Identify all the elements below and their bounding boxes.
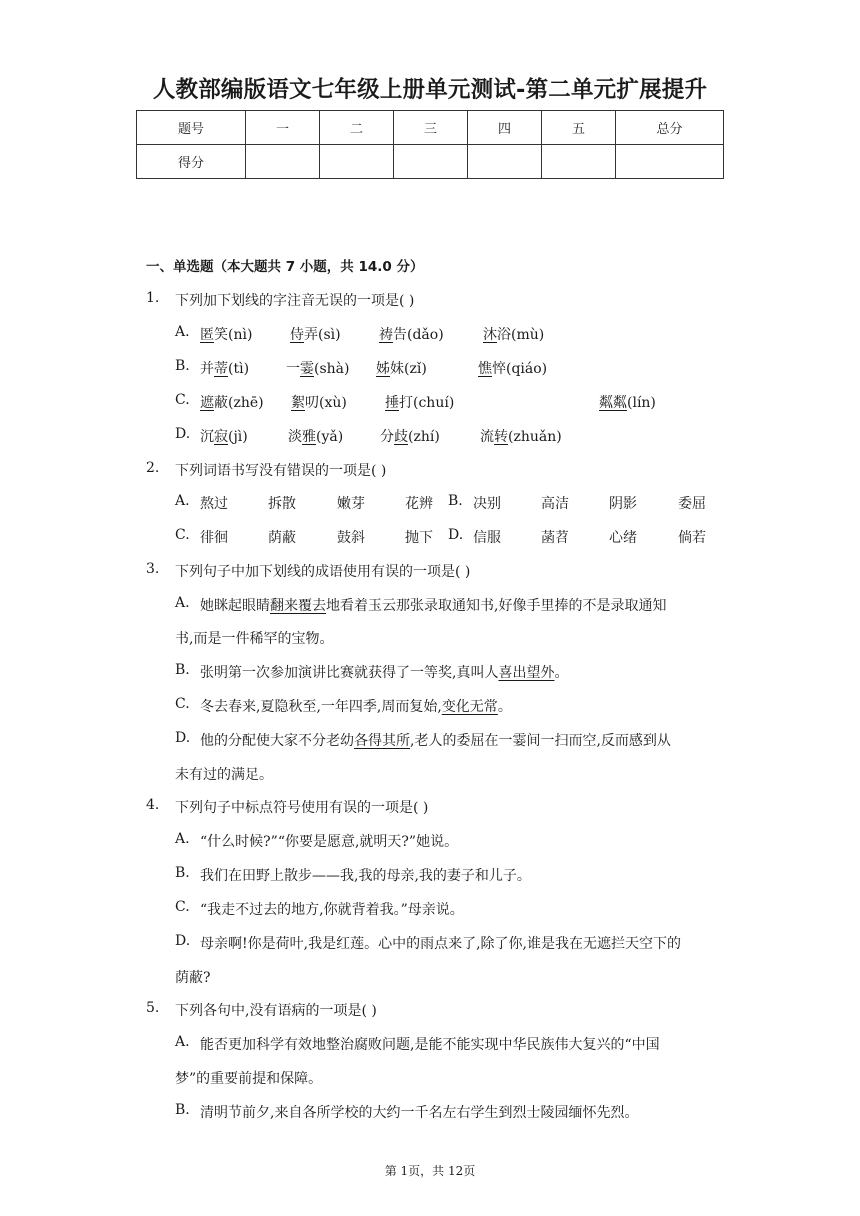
option-text [200,696,512,716]
pinyin: 妹(zǐ) [390,361,427,377]
question-stem: 下列句子中加下划线的成语使用有误的一项是( ) [175,564,471,580]
score-cell: 题号 [137,111,246,145]
option-word: 熬过 [200,496,228,512]
option-word: 信服 [473,530,501,546]
underlined-char: 祷 [379,327,393,343]
option-text-continued: 荫蔽? [175,970,211,986]
pinyin: 悴(qiáo) [492,361,548,377]
underlined-idiom: 翻来覆去 [270,598,326,614]
score-cell: 四 [468,111,542,145]
option-label: A. [175,493,190,509]
score-row-label: 得分 [137,145,246,179]
option-label: B. [175,1102,190,1118]
plain-char: 并 [200,361,214,377]
option-word: 菡苕 [541,530,569,546]
pinyin: 浴(mù) [497,327,545,343]
underlined-char: 寂 [214,429,228,445]
option-word [380,426,440,446]
underlined-char: 蒂 [214,361,228,377]
option-label: A. [175,324,190,340]
score-table-header-row [137,111,724,145]
option-label: C. [175,696,190,712]
section-heading: 一、单选题（本大题共 7 小题，共 14.0 分） [146,259,424,275]
score-cell: 三 [394,111,468,145]
option-word [480,426,562,446]
option-label: B. [175,662,190,678]
option-word [200,324,252,344]
underlined-char: 雅 [302,429,316,445]
option-word [385,392,454,412]
pinyin: (yǎ) [316,429,344,445]
option-word: 嫩芽 [337,496,365,512]
score-blank-cell [246,145,320,179]
option-word [200,358,249,378]
option-text-part: 张明第一次参加演讲比赛就获得了一等奖,真叫人 [200,665,499,681]
option-label: C. [175,899,190,915]
underlined-char: 姊 [376,361,390,377]
pinyin: 弄(sì) [304,327,341,343]
score-table [136,110,724,179]
underlined-idiom: 各得其所 [354,733,410,749]
question-number: 5. [146,1000,160,1016]
option-text-part: 地看着玉云那张录取通知书,好像手里捧的不是录取通知 [326,598,667,614]
option-word [200,392,264,412]
option-text: 能否更加科学有效地整治腐败问题,是能不能实现中华民族伟大复兴的“中国 [200,1037,660,1053]
option-word [286,358,349,378]
underlined-char: 沐 [483,327,497,343]
score-cell: 总分 [616,111,724,145]
score-cell: 五 [542,111,616,145]
option-label: C. [175,527,190,543]
option-label: A. [175,595,190,611]
pinyin: 告(dǎo) [393,327,444,343]
option-text-part: 他的分配使大家不分老幼 [200,733,354,749]
score-cell: 二 [320,111,394,145]
question-number: 1. [146,290,160,306]
underlined-idiom: 喜出望外 [498,665,555,681]
option-label: D. [175,730,191,746]
option-text-part: 冬去春来,夏隐秋至,一年四季,周而复始, [200,699,442,715]
underlined-char: 匿 [200,327,214,343]
underlined-char: 霎 [300,361,314,377]
pinyin: (tì) [228,361,250,377]
question-number: 3. [146,561,160,577]
underlined-char: 絮 [291,395,305,411]
option-word [200,426,248,446]
option-word: 徘徊 [200,530,228,546]
question-stem: 下列加下划线的字注音无误的一项是( ) [175,293,415,309]
option-word [478,358,547,378]
pinyin: (jì) [228,429,248,445]
option-text-continued: 未有过的满足。 [175,767,273,783]
option-text: “什么时候?”“你要是愿意,就明天?”她说。 [200,834,459,850]
option-text-continued: 梦”的重要前提和保障。 [175,1071,323,1087]
option-word [483,324,544,344]
option-text [200,730,671,750]
question-number: 4. [146,797,160,813]
pinyin: (zhuǎn) [508,429,562,445]
option-text [200,595,666,615]
question-stem: 下列各句中,没有语病的一项是( ) [175,1003,377,1019]
option-text-part: 。 [497,699,512,715]
plain-char: 一 [286,361,300,377]
option-label: B. [175,358,190,374]
page-title: 人教部编版语文七年级上册单元测试-第二单元扩展提升 [152,77,708,103]
option-label: C. [175,392,190,408]
option-text: “我走不过去的地方,你就背着我。”母亲说。 [200,902,464,918]
pinyin: (lín) [627,395,656,411]
underlined-char: 转 [494,429,508,445]
option-label: B. [175,865,190,881]
underlined-idiom: 变化无常 [441,699,498,715]
underlined-char: 粼粼 [599,395,627,411]
option-label: D. [175,933,191,949]
option-text-part: 她眯起眼睛 [200,598,270,614]
option-label: B. [448,493,463,509]
option-text: 母亲啊!你是荷叶,我是红莲。心中的雨点来了,除了你,谁是我在无遮拦天空下的 [200,936,681,952]
option-word: 倘若 [678,530,706,546]
option-word: 花辨 [405,496,433,512]
option-word: 高洁 [541,496,569,512]
option-word: 心绪 [609,530,637,546]
option-word [379,324,444,344]
pinyin: (shà) [314,361,350,377]
option-text: 我们在田野上散步——我,我的母亲,我的妻子和儿子。 [200,868,531,884]
option-text [200,662,568,682]
question-number: 2. [146,460,160,476]
score-blank-cell [394,145,468,179]
pinyin: 笑(nì) [214,327,253,343]
option-word: 抛下 [405,530,433,546]
score-table-score-row [137,145,724,179]
option-text-part: 。 [554,665,569,681]
option-word: 阴影 [609,496,637,512]
underlined-char: 遮 [200,395,214,411]
plain-char: 淡 [288,429,302,445]
option-word [288,426,343,446]
option-label: A. [175,831,190,847]
option-word: 决别 [473,496,501,512]
question-stem: 下列句子中标点符号使用有误的一项是( ) [175,800,429,816]
plain-char: 分 [380,429,394,445]
option-word [376,358,427,378]
underlined-char: 侍 [290,327,304,343]
underlined-char: 捶 [385,395,399,411]
option-word [290,324,341,344]
page-footer: 第 1页，共 12页 [384,1164,476,1178]
score-blank-cell [468,145,542,179]
underlined-char: 歧 [394,429,408,445]
score-blank-cell [616,145,724,179]
pinyin: (zhí) [408,429,440,445]
option-word: 拆散 [268,496,296,512]
option-label: D. [448,527,464,543]
option-word: 委屈 [678,496,706,512]
score-blank-cell [542,145,616,179]
option-text-continued: 书,而是一件稀罕的宝物。 [175,631,334,647]
option-word [599,392,656,412]
option-text-part: ,老人的委屈在一霎间一扫而空,反而感到从 [410,733,671,749]
plain-char: 沉 [200,429,214,445]
option-text: 清明节前夕,来自各所学校的大约一千名左右学生到烈士陵园缅怀先烈。 [200,1105,639,1121]
option-word: 鼓斜 [337,530,365,546]
pinyin: 蔽(zhē) [214,395,264,411]
score-blank-cell [320,145,394,179]
question-stem: 下列词语书写没有错误的一项是( ) [175,463,387,479]
option-label: D. [175,426,191,442]
pinyin: 打(chuí) [399,395,455,411]
underlined-char: 憔 [478,361,492,377]
option-word: 荫蔽 [268,530,296,546]
pinyin: 叨(xù) [305,395,347,411]
score-cell: 一 [246,111,320,145]
plain-char: 流 [480,429,494,445]
option-label: A. [175,1034,190,1050]
option-word [291,392,347,412]
